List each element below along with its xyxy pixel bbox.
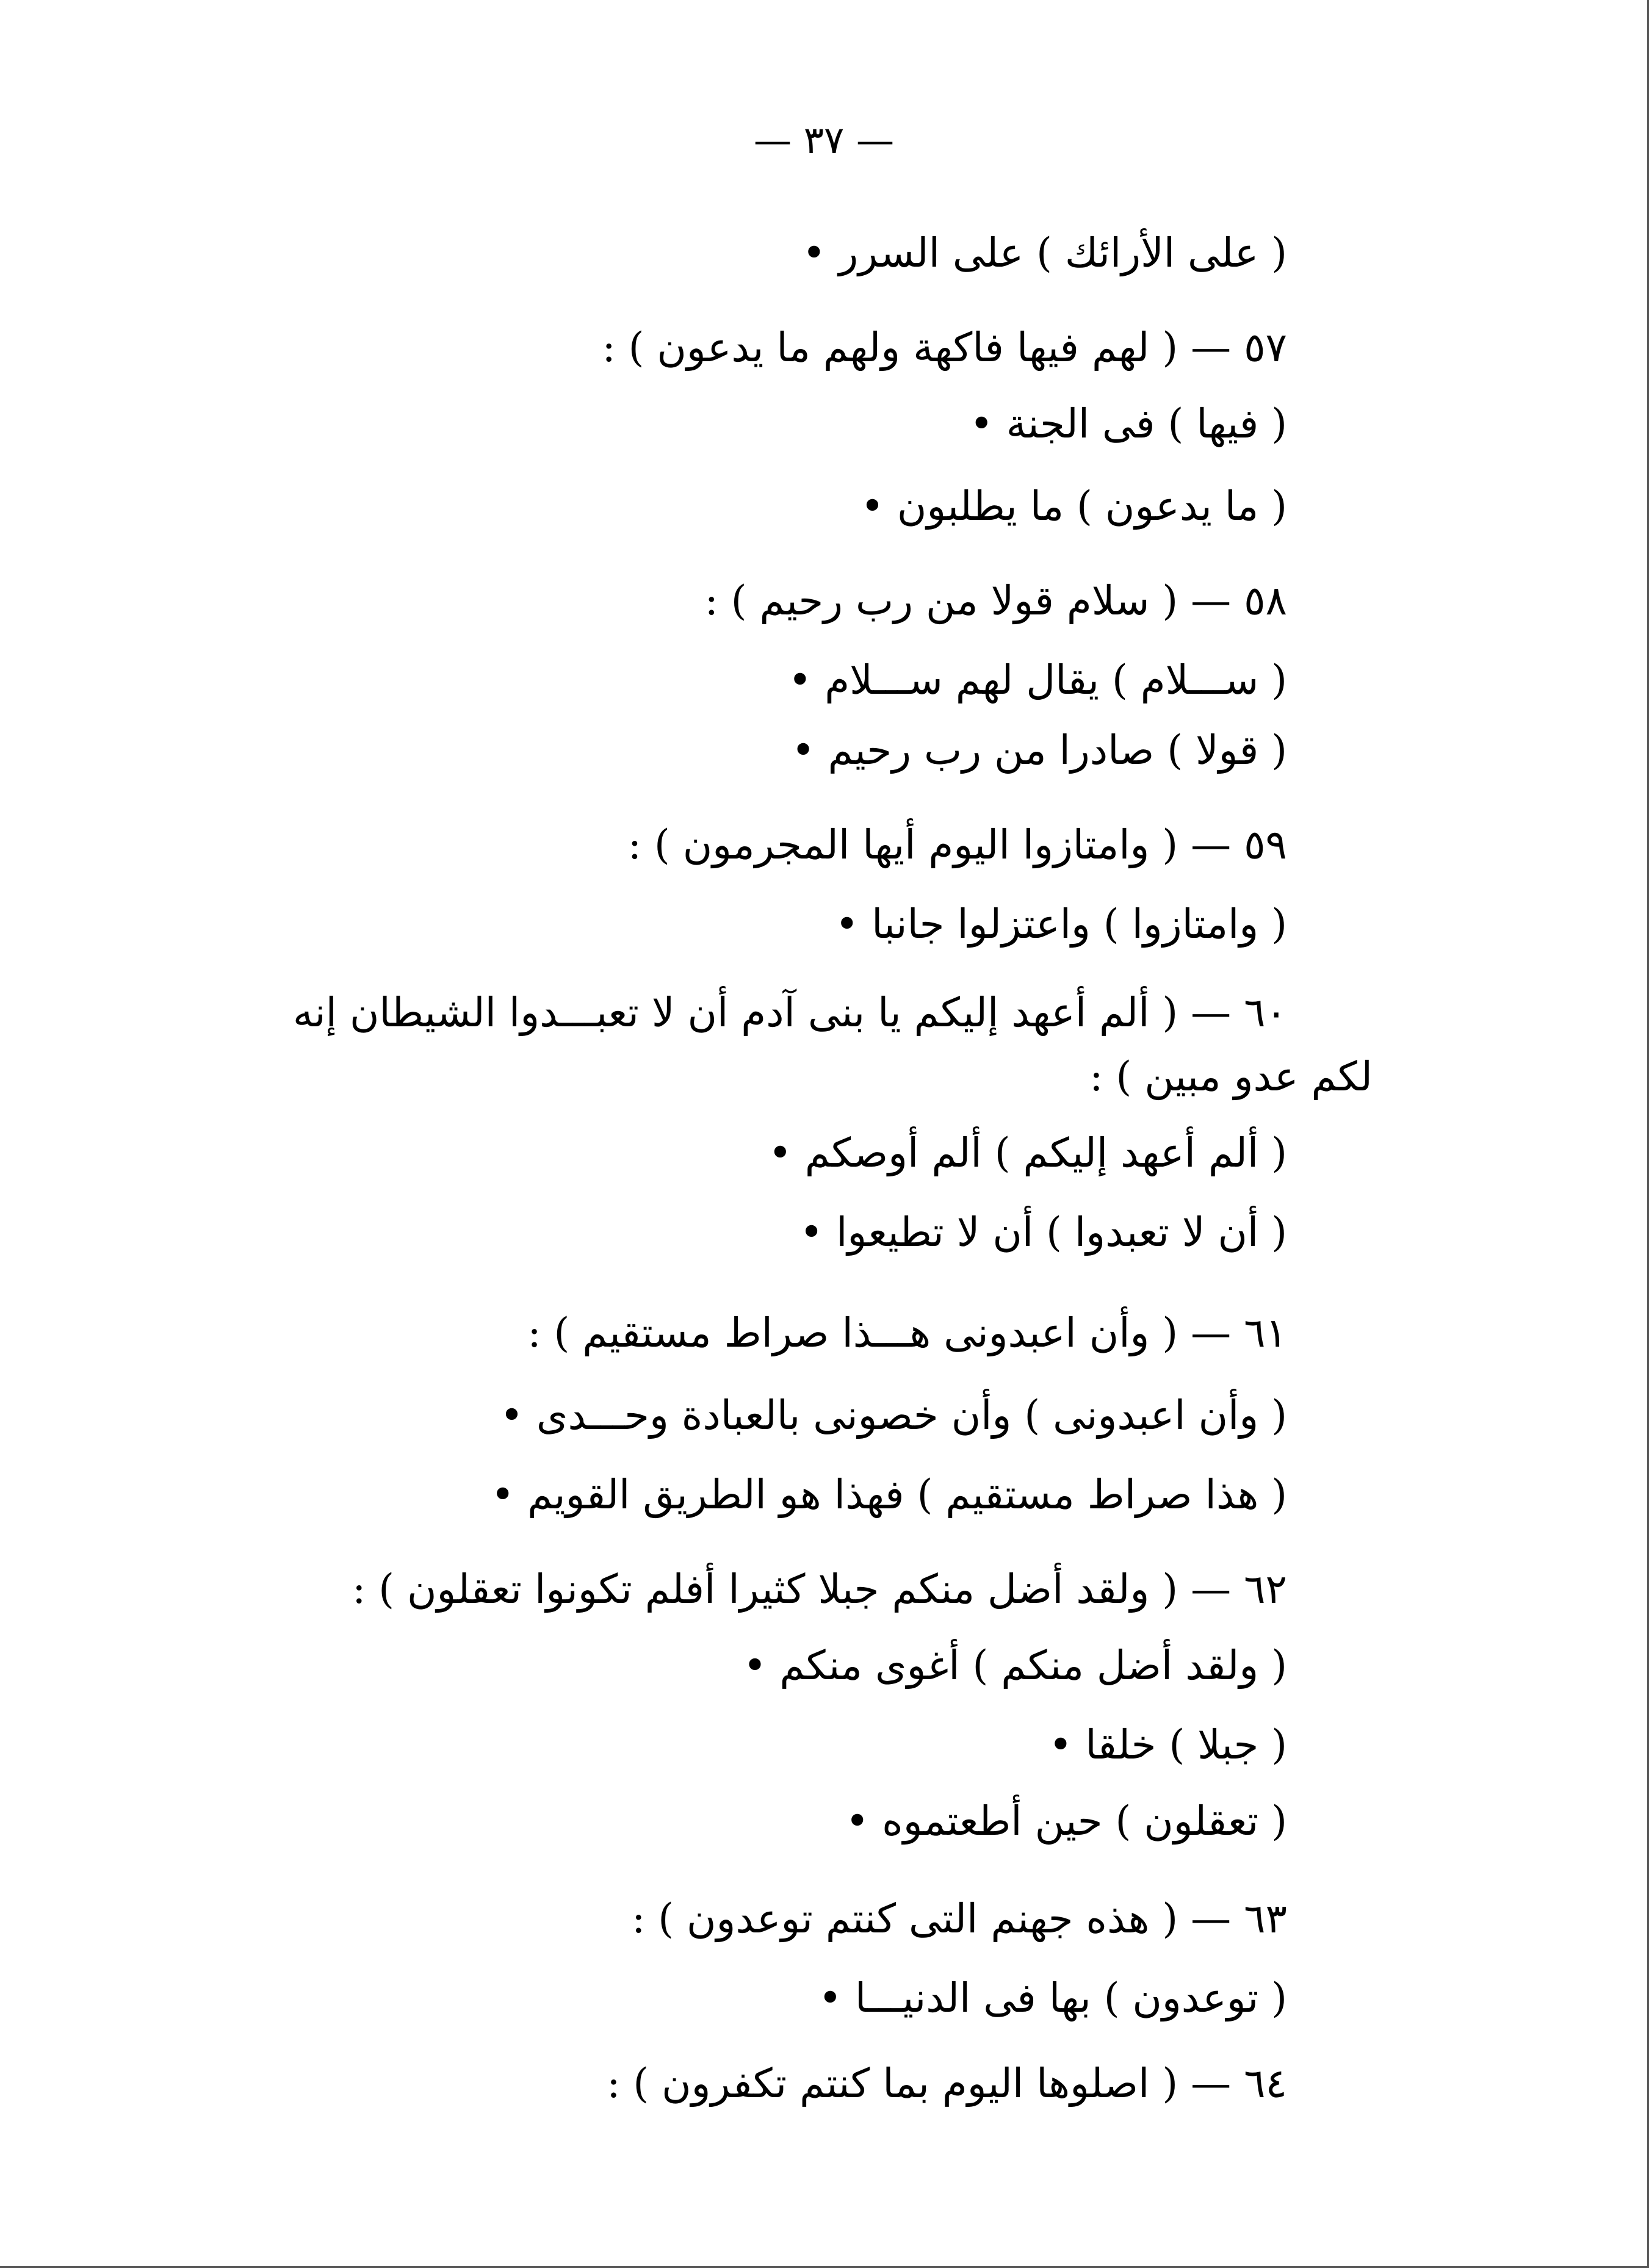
verse-line-continuation: لكم عدو مبين ) : xyxy=(1089,1053,1373,1100)
verse-line: ٦٤ — ( اصلوها اليوم بما كنتم تكفرون ) : xyxy=(607,2060,1287,2107)
text-line: ( ســـلام ) يقال لهم ســـلام • xyxy=(788,657,1287,704)
verse-line: ٦٢ — ( ولقد أضل منكم جبلا كثيرا أفلم تكونوا تعقلون ) : xyxy=(352,1566,1287,1613)
text-line: ( قولا ) صادرا من رب رحيم • xyxy=(791,727,1287,774)
verse-line: ٦١ — ( وأن اعبدونى هـــذا صراط مستقيم ) : xyxy=(527,1309,1287,1356)
text-line: ( وأن اعبدونى ) وأن خصونى بالعبادة وحـــدى • xyxy=(499,1392,1287,1439)
text-line: ( ما يدعون ) ما يطلبون • xyxy=(860,483,1287,530)
text-line: ( وامتازوا ) واعتزلوا جانبا • xyxy=(835,901,1287,948)
verse-line: ٥٩ — ( وامتازوا اليوم أيها المجرمون ) : xyxy=(627,821,1287,868)
text-line: ( هذا صراط مستقيم ) فهذا هو الطريق القويم • xyxy=(491,1471,1287,1518)
verse-line: ٥٨ — ( سلام قولا من رب رحيم ) : xyxy=(704,577,1287,624)
verse-line: ٦٠ — ( ألم أعهد إليكم يا بنى آدم أن لا تعبـــدوا الشيطان إنه xyxy=(292,989,1287,1036)
verse-line: ٥٧ — ( لهم فيها فاكهة ولهم ما يدعون ) : xyxy=(602,324,1287,371)
text-line: ( أن لا تعبدوا ) أن لا تطيعوا • xyxy=(799,1209,1287,1256)
text-line: ( توعدون ) بها فى الدنيـــا • xyxy=(818,1975,1287,2021)
text-line: ( على الأرائك ) على السرر • xyxy=(802,229,1287,276)
text-line: ( فيها ) فى الجنة • xyxy=(969,400,1287,447)
verse-line: ٦٣ — ( هذه جهنم التى كنتم توعدون ) : xyxy=(632,1895,1287,1942)
text-line: ( جبلا ) خلقا • xyxy=(1048,1721,1287,1768)
page-number: — ٣٧ — xyxy=(753,118,895,162)
text-line: ( تعقلون ) حين أطعتموه • xyxy=(845,1798,1287,1845)
text-line: ( ولقد أضل منكم ) أغوى منكم • xyxy=(743,1642,1287,1689)
text-line: ( ألم أعهد إليكم ) ألم أوصكم • xyxy=(768,1129,1287,1176)
